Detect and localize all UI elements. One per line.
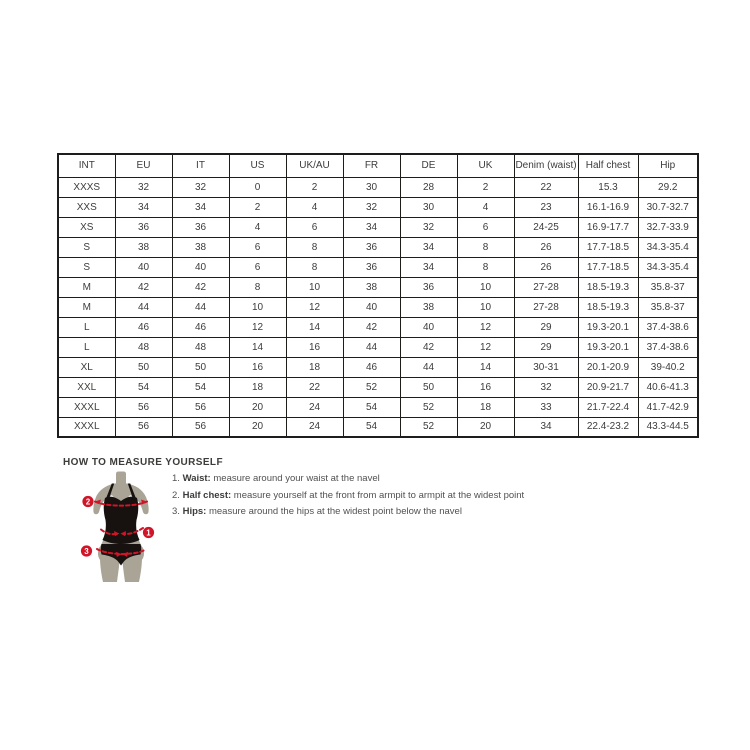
table-cell: S	[58, 257, 115, 277]
table-cell: 18.5-19.3	[578, 297, 638, 317]
table-cell: 15.3	[578, 177, 638, 197]
measurement-figure	[72, 470, 186, 596]
table-cell: XXXL	[58, 397, 115, 417]
table-cell: 2	[457, 177, 514, 197]
table-cell: 40	[115, 257, 172, 277]
table-row	[58, 257, 698, 277]
table-cell: 8	[229, 277, 286, 297]
header-cell: DE	[400, 154, 457, 177]
step-text: measure yourself at the front from armpit to armpit at the widest point	[233, 489, 525, 501]
table-cell: 54	[343, 417, 400, 437]
table-cell: 14	[286, 317, 343, 337]
table-cell: 6	[286, 217, 343, 237]
table-cell: XXS	[58, 197, 115, 217]
table-cell: 20	[229, 417, 286, 437]
step-number: 3.	[172, 506, 180, 517]
table-row	[58, 377, 698, 397]
table-cell: 35.8-37	[638, 277, 698, 297]
table-cell: 18	[457, 397, 514, 417]
table-cell: 12	[229, 317, 286, 337]
camisole-top	[103, 497, 140, 544]
table-cell: S	[58, 237, 115, 257]
table-cell: 8	[457, 257, 514, 277]
marker-2-label: 2	[85, 497, 91, 507]
table-cell: 56	[172, 397, 229, 417]
table-cell: 34	[400, 237, 457, 257]
table-cell: 42	[343, 317, 400, 337]
mannequin-left-leg	[100, 557, 120, 582]
header-cell: Hip	[638, 154, 698, 177]
table-cell: 24	[286, 417, 343, 437]
table-cell: 18	[229, 377, 286, 397]
table-cell: XXL	[58, 377, 115, 397]
table-cell: 17.7-18.5	[578, 257, 638, 277]
table-cell: 32	[343, 197, 400, 217]
table-cell: XS	[58, 217, 115, 237]
table-cell: 30	[400, 197, 457, 217]
table-cell: 30	[343, 177, 400, 197]
table-cell: 22.4-23.2	[578, 417, 638, 437]
table-cell: 52	[343, 377, 400, 397]
table-cell: 30.7-32.7	[638, 197, 698, 217]
table-cell: 28	[400, 177, 457, 197]
table-cell: M	[58, 277, 115, 297]
table-cell: 34	[400, 257, 457, 277]
table-cell: XXXL	[58, 417, 115, 437]
step-number: 1.	[172, 473, 180, 484]
header-cell: UK	[457, 154, 514, 177]
table-cell: M	[58, 297, 115, 317]
header-cell: INT	[58, 154, 115, 177]
table-cell: 52	[400, 397, 457, 417]
table-cell: 19.3-20.1	[578, 337, 638, 357]
table-cell: 10	[229, 297, 286, 317]
table-cell: 32	[115, 177, 172, 197]
step-number: 2.	[172, 489, 180, 501]
table-cell: 10	[286, 277, 343, 297]
table-cell: 37.4-38.6	[638, 317, 698, 337]
table-cell: 4	[229, 217, 286, 237]
table-row	[58, 397, 698, 417]
table-cell: 39-40.2	[638, 357, 698, 377]
table-cell: 35.8-37	[638, 297, 698, 317]
table-cell: 34	[172, 197, 229, 217]
step-label: Half chest:	[182, 489, 232, 501]
table-row	[58, 297, 698, 317]
step-text: measure around the hips at the widest point below the navel	[208, 506, 462, 517]
table-cell: 2	[286, 177, 343, 197]
header-cell: UK/AU	[286, 154, 343, 177]
table-cell: XL	[58, 357, 115, 377]
table-cell: 12	[286, 297, 343, 317]
table-cell: 40.6-41.3	[638, 377, 698, 397]
table-row	[58, 317, 698, 337]
measure-steps-list	[172, 471, 592, 521]
table-row	[58, 357, 698, 377]
measure-step-hips	[172, 504, 592, 521]
table-cell: 56	[172, 417, 229, 437]
table-cell: 12	[457, 317, 514, 337]
table-cell: 23	[514, 197, 578, 217]
table-cell: 2	[229, 197, 286, 217]
table-cell: 43.3-44.5	[638, 417, 698, 437]
table-cell: 38	[115, 237, 172, 257]
table-cell: 37.4-38.6	[638, 337, 698, 357]
table-cell: 16	[229, 357, 286, 377]
table-cell: 40	[172, 257, 229, 277]
table-cell: XXXS	[58, 177, 115, 197]
table-cell: 56	[115, 417, 172, 437]
header-cell: Denim (waist)	[514, 154, 578, 177]
table-cell: 19.3-20.1	[578, 317, 638, 337]
table-cell: 0	[229, 177, 286, 197]
table-row	[58, 337, 698, 357]
table-cell: 29	[514, 317, 578, 337]
table-cell: 50	[115, 357, 172, 377]
table-cell: 30-31	[514, 357, 578, 377]
table-cell: 16	[457, 377, 514, 397]
marker-1-label: 1	[146, 528, 151, 538]
table-cell: 56	[115, 397, 172, 417]
measure-step-half-chest	[172, 488, 592, 505]
table-cell: 44	[400, 357, 457, 377]
table-cell: 16.1-16.9	[578, 197, 638, 217]
table-cell: 20	[457, 417, 514, 437]
table-cell: 44	[343, 337, 400, 357]
table-cell: 42	[172, 277, 229, 297]
mannequin-right-leg	[123, 557, 143, 582]
step-text: measure around your waist at the navel	[213, 473, 380, 484]
header-row	[58, 154, 698, 177]
table-cell: 6	[229, 237, 286, 257]
size-table-body	[58, 177, 698, 437]
table-cell: 46	[172, 317, 229, 337]
header-cell: FR	[343, 154, 400, 177]
table-cell: 24	[286, 397, 343, 417]
table-cell: 8	[286, 257, 343, 277]
table-cell: 6	[457, 217, 514, 237]
table-cell: 38	[400, 297, 457, 317]
step-label: Waist:	[182, 473, 211, 484]
table-cell: 16	[286, 337, 343, 357]
table-cell: 27-28	[514, 277, 578, 297]
table-cell: 34	[343, 217, 400, 237]
step-label: Hips:	[182, 506, 207, 517]
table-cell: 20.9-21.7	[578, 377, 638, 397]
table-cell: 42	[115, 277, 172, 297]
table-cell: 44	[115, 297, 172, 317]
table-cell: 32.7-33.9	[638, 217, 698, 237]
table-cell: 8	[457, 237, 514, 257]
table-cell: 8	[286, 237, 343, 257]
table-cell: 26	[514, 257, 578, 277]
table-cell: 18	[286, 357, 343, 377]
mannequin-illustration-icon	[72, 470, 186, 596]
table-cell: 26	[514, 237, 578, 257]
table-cell: 38	[343, 277, 400, 297]
header-cell: IT	[172, 154, 229, 177]
table-cell: 34.3-35.4	[638, 237, 698, 257]
table-cell: 46	[343, 357, 400, 377]
table-cell: 29.2	[638, 177, 698, 197]
table-cell: L	[58, 317, 115, 337]
table-cell: 10	[457, 277, 514, 297]
table-cell: 36	[400, 277, 457, 297]
table-cell: 22	[286, 377, 343, 397]
table-cell: 34	[514, 417, 578, 437]
table-cell: 29	[514, 337, 578, 357]
table-cell: 48	[115, 337, 172, 357]
table-row	[58, 417, 698, 437]
table-cell: 4	[457, 197, 514, 217]
header-cell: US	[229, 154, 286, 177]
table-cell: 21.7-22.4	[578, 397, 638, 417]
table-cell: 54	[115, 377, 172, 397]
marker-3-label: 3	[84, 546, 89, 556]
table-cell: 17.7-18.5	[578, 237, 638, 257]
table-row	[58, 217, 698, 237]
table-cell: 40	[343, 297, 400, 317]
table-cell: 32	[514, 377, 578, 397]
table-cell: 22	[514, 177, 578, 197]
table-cell: 34	[115, 197, 172, 217]
table-cell: 12	[457, 337, 514, 357]
table-cell: 48	[172, 337, 229, 357]
table-cell: 52	[400, 417, 457, 437]
table-cell: 20.1-20.9	[578, 357, 638, 377]
table-cell: 20	[229, 397, 286, 417]
table-cell: 32	[172, 177, 229, 197]
table-cell: 18.5-19.3	[578, 277, 638, 297]
table-cell: 54	[172, 377, 229, 397]
size-table-head	[58, 154, 698, 177]
table-cell: L	[58, 337, 115, 357]
table-cell: 50	[400, 377, 457, 397]
table-cell: 40	[400, 317, 457, 337]
header-cell: EU	[115, 154, 172, 177]
table-cell: 46	[115, 317, 172, 337]
table-cell: 54	[343, 397, 400, 417]
table-cell: 14	[229, 337, 286, 357]
table-row	[58, 197, 698, 217]
table-cell: 24-25	[514, 217, 578, 237]
table-cell: 36	[343, 237, 400, 257]
table-cell: 14	[457, 357, 514, 377]
table-cell: 32	[400, 217, 457, 237]
size-conversion-table	[57, 153, 699, 438]
table-cell: 36	[115, 217, 172, 237]
table-cell: 44	[172, 297, 229, 317]
table-cell: 27-28	[514, 297, 578, 317]
table-row	[58, 277, 698, 297]
table-cell: 34.3-35.4	[638, 257, 698, 277]
measure-step-waist	[172, 471, 592, 488]
table-cell: 42	[400, 337, 457, 357]
table-cell: 36	[343, 257, 400, 277]
table-cell: 4	[286, 197, 343, 217]
table-row	[58, 177, 698, 197]
table-cell: 10	[457, 297, 514, 317]
table-cell: 33	[514, 397, 578, 417]
table-cell: 6	[229, 257, 286, 277]
table-cell: 41.7-42.9	[638, 397, 698, 417]
measure-section-heading: HOW TO MEASURE YOURSELF	[63, 457, 223, 468]
table-cell: 50	[172, 357, 229, 377]
header-cell: Half chest	[578, 154, 638, 177]
table-cell: 16.9-17.7	[578, 217, 638, 237]
table-cell: 36	[172, 217, 229, 237]
table-cell: 38	[172, 237, 229, 257]
table-row	[58, 237, 698, 257]
